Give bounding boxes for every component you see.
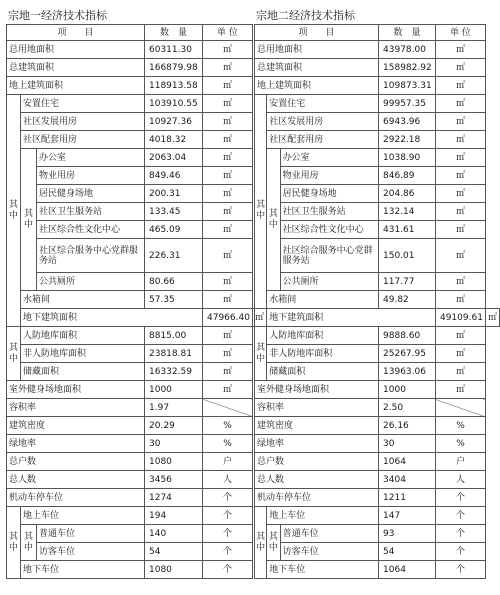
row-label: 总建筑面积 [7,59,145,77]
table-row [255,489,500,507]
row-value: 1000 [379,381,436,399]
row-unit: ㎡ [435,131,485,149]
table-row [7,167,267,185]
qizhong-label: 其 中 [255,327,267,381]
row-unit: ㎡ [435,41,485,59]
header-unit: 单 位 [435,25,485,41]
row-value: 3404 [379,471,436,489]
row-label: 普通车位 [280,525,378,543]
table-row [7,291,267,309]
row-label: 室外健身场地面积 [255,381,379,399]
table-row [255,239,500,273]
table-row [7,41,267,59]
row-label: 社区综合服务中心党群服务站 [280,239,378,273]
table-row [255,95,500,113]
table-row [7,185,267,203]
row-value: 109873.31 [379,77,436,95]
row-unit: ㎡ [203,77,253,95]
row-value: 1038.90 [379,149,436,167]
row-unit: ㎡ [435,167,485,185]
row-value: 49.82 [379,291,436,309]
table-row [7,435,267,453]
row-label: 地上建筑面积 [255,77,379,95]
row-unit: ㎡ [435,363,485,381]
row-value: 133.45 [145,203,203,221]
table-row [7,399,267,417]
row-unit: % [203,417,253,435]
row-unit-empty [435,399,485,417]
row-label: 访客车位 [280,543,378,561]
row-label: 办公室 [37,149,145,167]
row-value: 118913.58 [145,77,203,95]
row-value: 99957.35 [379,95,436,113]
table-row [255,327,500,345]
row-label: 地下建筑面积 [267,309,436,327]
table-row [255,149,500,167]
table-row [255,131,500,149]
table-row [7,453,267,471]
row-label: 总人数 [7,471,145,489]
row-label: 物业用房 [37,167,145,185]
row-value: 431.61 [379,221,436,239]
header-item: 项 目 [255,25,379,41]
row-value: 54 [379,543,436,561]
row-label: 人防地库面积 [21,327,145,345]
row-unit: 个 [435,507,485,525]
table-row [7,59,267,77]
row-unit: ㎡ [435,113,485,131]
qizhong-label: 其 中 [267,525,280,561]
row-value: 849.46 [145,167,203,185]
table-row [255,41,500,59]
row-label: 非人防地库面积 [267,345,379,363]
row-unit: ㎡ [203,327,253,345]
row-label: 社区发展用房 [267,113,379,131]
row-unit: ㎡ [252,309,266,327]
row-unit: ㎡ [435,149,485,167]
header-unit: 单 位 [203,25,253,41]
qizhong-label: 其 中 [7,507,21,579]
row-value: 1080 [145,561,203,579]
qizhong-label: 其 中 [267,149,280,291]
row-value: 20.29 [145,417,203,435]
row-unit: ㎡ [435,95,485,113]
qizhong-label: 其 中 [7,327,21,381]
qizhong-label: 其 中 [255,95,267,327]
row-value: 10927.36 [145,113,203,131]
row-unit: ㎡ [435,221,485,239]
row-label: 总用地面积 [255,41,379,59]
row-unit: ㎡ [435,185,485,203]
table-row [255,561,500,579]
table-row [255,273,500,291]
row-value: 846.89 [379,167,436,185]
table-header-row [255,25,500,41]
row-value: 158982.92 [379,59,436,77]
row-value: 200.31 [145,185,203,203]
row-value: 166879.98 [145,59,203,77]
row-unit: ㎡ [203,131,253,149]
row-unit: ㎡ [203,185,253,203]
row-unit: ㎡ [203,345,253,363]
row-value: 1274 [145,489,203,507]
table-row [7,525,267,543]
row-label: 人防地库面积 [267,327,379,345]
indicator-table [254,24,500,579]
row-label: 地上车位 [21,507,145,525]
row-unit: ㎡ [203,381,253,399]
table-row [255,417,500,435]
row-unit: 个 [435,561,485,579]
table-row [255,113,500,131]
row-value: 132.14 [379,203,436,221]
row-value: 9888.60 [379,327,436,345]
row-value: 54 [145,543,203,561]
row-unit: ㎡ [203,95,253,113]
row-label: 机动车停车位 [7,489,145,507]
table-row [7,309,267,327]
row-unit: 个 [203,543,253,561]
table-row [7,113,267,131]
table-row [255,309,500,327]
row-value: 465.09 [145,221,203,239]
row-label: 社区综合性文化中心 [37,221,145,239]
row-label: 地下建筑面积 [21,309,203,327]
row-unit: 人 [435,471,485,489]
row-unit: 个 [203,507,253,525]
row-value: 1000 [145,381,203,399]
row-value: 13963.06 [379,363,436,381]
row-label: 水箱间 [21,291,145,309]
row-label: 容积率 [255,399,379,417]
row-label: 绿地率 [255,435,379,453]
row-label: 公共厕所 [37,273,145,291]
row-value: 57.35 [145,291,203,309]
table-row [7,543,267,561]
row-label: 安置住宅 [267,95,379,113]
row-value: 226.31 [145,239,203,273]
table-title: 宗地二经济技术指标 [256,9,355,22]
row-unit: 户 [203,453,253,471]
table-row [7,149,267,167]
row-label: 总人数 [255,471,379,489]
qizhong-label: 其 中 [7,95,21,327]
row-value: 204.86 [379,185,436,203]
table-row [7,203,267,221]
row-unit: ㎡ [435,327,485,345]
row-label: 水箱间 [267,291,379,309]
row-unit: 个 [435,525,485,543]
row-value: 140 [145,525,203,543]
row-value: 147 [379,507,436,525]
row-label: 容积率 [7,399,145,417]
table-row [255,471,500,489]
row-label: 社区卫生服务站 [280,203,378,221]
row-value: 2063.04 [145,149,203,167]
table-row [7,95,267,113]
row-label: 总用地面积 [7,41,145,59]
table-row [255,167,500,185]
table-row [255,59,500,77]
row-label: 总户数 [255,453,379,471]
row-unit: ㎡ [203,221,253,239]
row-unit: % [435,435,485,453]
row-value: 23818.81 [145,345,203,363]
table-row [255,77,500,95]
table-row [255,221,500,239]
row-label: 社区配套用房 [267,131,379,149]
row-unit: 个 [203,561,253,579]
row-label: 物业用房 [280,167,378,185]
row-label: 社区发展用房 [21,113,145,131]
row-label: 社区卫生服务站 [37,203,145,221]
row-unit: ㎡ [203,273,253,291]
row-unit: ㎡ [435,77,485,95]
row-value: 47966.40 [203,309,253,327]
table-row [7,239,267,273]
table-row [7,273,267,291]
row-unit: ㎡ [203,291,253,309]
row-unit: ㎡ [435,59,485,77]
row-value: 1080 [145,453,203,471]
row-value: 150.01 [379,239,436,273]
row-unit: ㎡ [203,239,253,273]
row-label: 绿地率 [7,435,145,453]
table-row [7,489,267,507]
row-unit: 户 [435,453,485,471]
table-row [7,507,267,525]
row-unit: ㎡ [435,203,485,221]
table-row [7,471,267,489]
table-row [255,507,500,525]
table-panel-site-1 [6,8,267,579]
row-label: 储藏面积 [267,363,379,381]
table-row [255,363,500,381]
row-unit-empty [203,399,253,417]
row-value: 80.66 [145,273,203,291]
table-row [7,345,267,363]
row-unit: % [435,417,485,435]
row-label: 社区综合性文化中心 [280,221,378,239]
row-value: 117.77 [379,273,436,291]
row-label: 地下车位 [21,561,145,579]
row-unit: 人 [203,471,253,489]
header-qty: 数 量 [379,25,436,41]
table-row [255,381,500,399]
table-row [7,561,267,579]
row-label: 储藏面积 [21,363,145,381]
table-row [7,221,267,239]
table-row [7,381,267,399]
table-row [255,453,500,471]
row-label: 总户数 [7,453,145,471]
row-value: 93 [379,525,436,543]
row-value: 16332.59 [145,363,203,381]
row-label: 公共厕所 [280,273,378,291]
row-value: 1064 [379,453,436,471]
header-qty: 数 量 [145,25,203,41]
row-value: 2922.18 [379,131,436,149]
table-row [255,543,500,561]
row-label: 地上车位 [267,507,379,525]
row-value: 30 [145,435,203,453]
row-label: 办公室 [280,149,378,167]
row-value: 1.97 [145,399,203,417]
row-unit: 个 [435,543,485,561]
row-unit: ㎡ [485,309,499,327]
row-unit: % [203,435,253,453]
table-row [7,363,267,381]
row-unit: ㎡ [435,273,485,291]
row-value: 3456 [145,471,203,489]
row-value: 1211 [379,489,436,507]
row-unit: ㎡ [435,381,485,399]
table-row [255,399,500,417]
table-title: 宗地一经济技术指标 [8,9,107,22]
row-value: 1064 [379,561,436,579]
table-row [255,345,500,363]
row-value: 60311.30 [145,41,203,59]
table-row [255,435,500,453]
row-unit: ㎡ [203,41,253,59]
row-label: 建筑密度 [255,417,379,435]
row-label: 总建筑面积 [255,59,379,77]
row-value: 4018.32 [145,131,203,149]
row-unit: 个 [435,489,485,507]
row-label: 社区综合服务中心党群服务站 [37,239,145,273]
row-value: 8815.00 [145,327,203,345]
indicator-table [6,24,267,579]
table-row [7,131,267,149]
table-panel-site-2 [254,8,500,579]
row-label: 居民健身场地 [280,185,378,203]
row-unit: ㎡ [203,203,253,221]
table-row [7,417,267,435]
row-label: 机动车停车位 [255,489,379,507]
table-row [255,203,500,221]
row-label: 非人防地库面积 [21,345,145,363]
row-unit: ㎡ [203,363,253,381]
row-value: 6943.96 [379,113,436,131]
table-row [7,77,267,95]
row-unit: ㎡ [203,167,253,185]
row-value: 30 [379,435,436,453]
row-value: 26.16 [379,417,436,435]
row-value: 49109.61 [435,309,485,327]
row-label: 访客车位 [37,543,145,561]
table-row [7,327,267,345]
row-label: 居民健身场地 [37,185,145,203]
row-value: 25267.95 [379,345,436,363]
header-item: 项 目 [7,25,145,41]
row-unit: 个 [203,525,253,543]
row-unit: ㎡ [435,345,485,363]
row-label: 社区配套用房 [21,131,145,149]
row-value: 43978.00 [379,41,436,59]
table-header-row [7,25,267,41]
row-label: 地下车位 [267,561,379,579]
row-value: 194 [145,507,203,525]
qizhong-label: 其 中 [21,149,37,291]
qizhong-label: 其 中 [21,525,37,561]
table-row [255,185,500,203]
row-value: 2.50 [379,399,436,417]
table-row [255,525,500,543]
row-label: 安置住宅 [21,95,145,113]
row-label: 普通车位 [37,525,145,543]
row-label: 室外健身场地面积 [7,381,145,399]
row-unit: 个 [203,489,253,507]
row-unit: ㎡ [203,59,253,77]
row-unit: ㎡ [203,113,253,131]
row-label: 地上建筑面积 [7,77,145,95]
qizhong-label: 其 中 [255,507,267,579]
row-value: 103910.55 [145,95,203,113]
table-row [255,291,500,309]
row-label: 建筑密度 [7,417,145,435]
row-unit: ㎡ [435,239,485,273]
row-unit: ㎡ [203,149,253,167]
row-unit: ㎡ [435,291,485,309]
